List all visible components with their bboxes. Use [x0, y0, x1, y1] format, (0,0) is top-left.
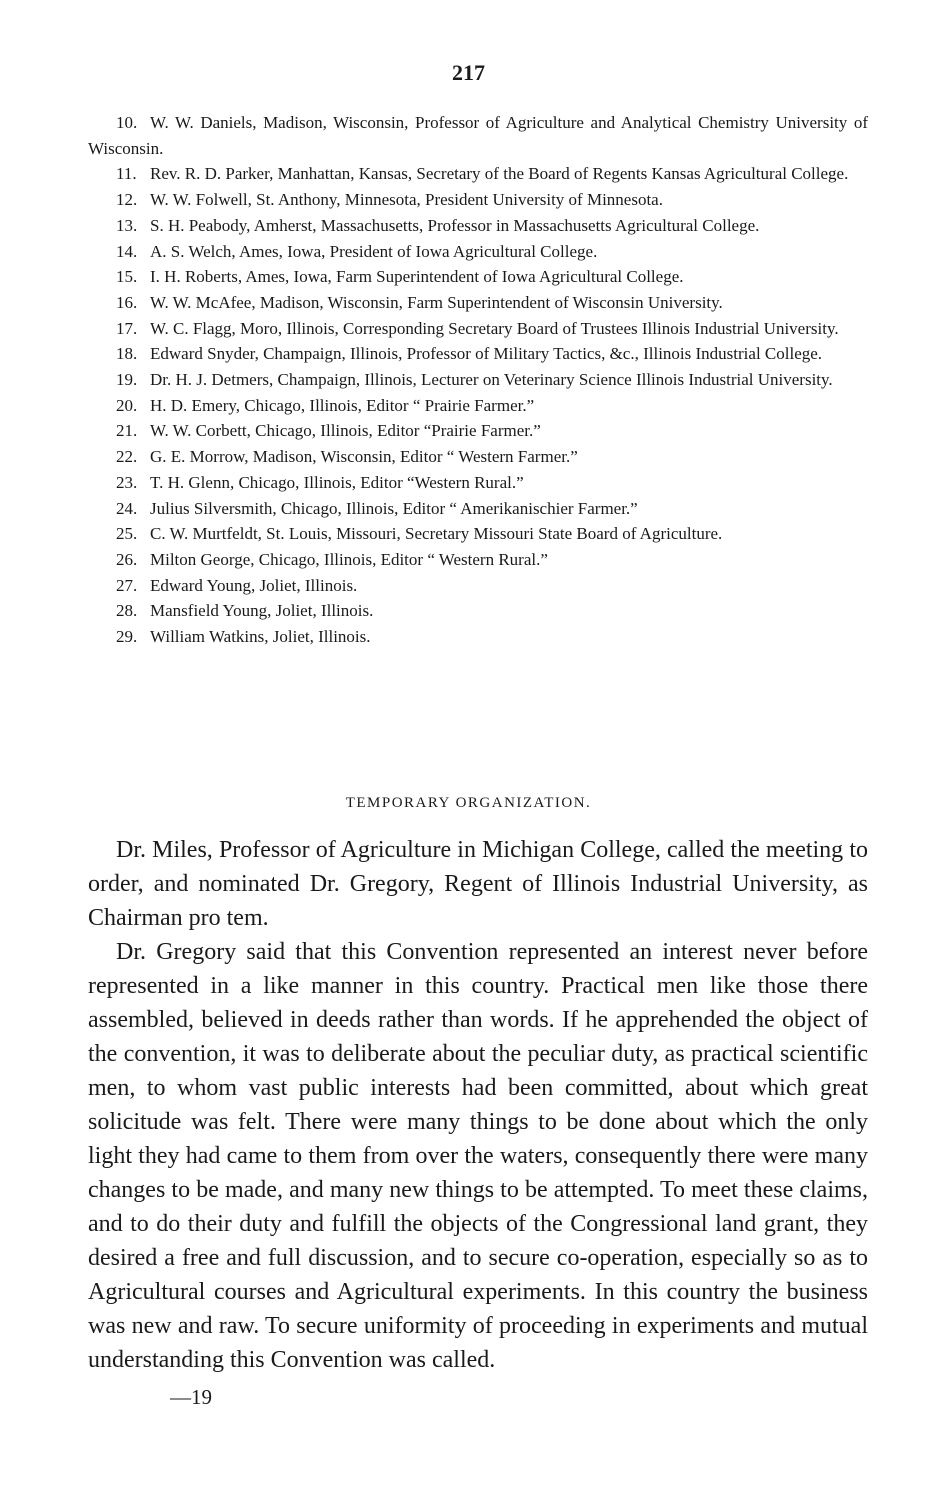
roster-entry-number: 17. — [116, 318, 138, 338]
roster-entry-text: Edward Snyder, Champaign, Illinois, Professor of Military Tactics, &c., Illinois Industrial College. — [150, 344, 823, 364]
roster-entry-text: W. W. Folwell, St. Anthony, Minnesota, President University of Minnesota. — [150, 190, 663, 210]
roster-entry-number: 19. — [116, 370, 138, 390]
section-heading: TEMPORARY ORGANIZATION. — [345, 795, 592, 811]
roster-entry-number: 27. — [116, 575, 138, 595]
roster-entry-text: W. W. McAfee, Madison, Wisconsin, Farm Superintendent of Wisconsin University. — [150, 292, 723, 312]
roster-entry — [88, 239, 868, 265]
roster-entry-number: 28. — [116, 601, 138, 621]
signature-mark: —19 — [170, 1385, 212, 1409]
roster-entry-number: 29. — [116, 627, 138, 647]
roster-entry — [88, 418, 868, 444]
roster-entry-text: Mansfield Young, Joliet, Illinois. — [150, 601, 374, 621]
roster-entry — [88, 187, 868, 213]
roster-entry-number: 21. — [116, 421, 138, 441]
roster-entry-text: T. H. Glenn, Chicago, Illinois, Editor “Western Rural.” — [150, 472, 524, 492]
roster-entry — [88, 161, 868, 187]
roster-entry-number: 18. — [116, 344, 138, 364]
roster-entry-text: I. H. Roberts, Ames, Iowa, Farm Superintendent of Iowa Agricultural College. — [150, 267, 684, 287]
roster-entry-text: G. E. Morrow, Madison, Wisconsin, Editor “ Western Farmer.” — [150, 447, 578, 467]
roster-entry-number: 13. — [116, 215, 138, 235]
roster-entry-text: W. W. Corbett, Chicago, Illinois, Editor “Prairie Farmer.” — [150, 421, 541, 441]
roster-entry-text: C. W. Murtfeldt, St. Louis, Missouri, Secretary Missouri State Board of Agriculture. — [150, 524, 723, 544]
roster-entry — [88, 367, 868, 393]
roster-entry-text: S. H. Peabody, Amherst, Massachusetts, Professor in Massachusetts Agricultural College. — [150, 215, 760, 235]
roster-entry-number: 16. — [116, 292, 138, 312]
roster-entry-text: Julius Silversmith, Chicago, Illinois, Editor “ Amerikanischier Farmer.” — [150, 498, 638, 518]
roster-entry — [88, 110, 868, 161]
roster-entry — [88, 393, 868, 419]
roster-entry — [88, 213, 868, 239]
roster-entry — [88, 341, 868, 367]
roster-entry-number: 15. — [116, 267, 138, 287]
roster-entry-text: Dr. H. J. Detmers, Champaign, Illinois, Lecturer on Veterinary Science Illinois Industrial University. — [150, 370, 833, 390]
roster-entry — [88, 496, 868, 522]
roster-entry-text: William Watkins, Joliet, Illinois. — [150, 627, 371, 647]
roster-entry — [88, 290, 868, 316]
body-text — [88, 833, 868, 1377]
roster-entry-number: 14. — [116, 241, 138, 261]
attendee-roster — [88, 110, 868, 650]
body-paragraph: Dr. Miles, Professor of Agriculture in Michigan College, called the meeting to order, and nominated Dr. Gregory, Regent of Illinois Industrial University, as Chairman pro tem. — [88, 837, 868, 931]
roster-entry — [88, 444, 868, 470]
roster-entry-number: 20. — [116, 395, 138, 415]
roster-entry-number: 25. — [116, 524, 138, 544]
roster-entry — [88, 316, 868, 342]
roster-entry-number: 24. — [116, 498, 138, 518]
roster-entry-number: 10. — [116, 113, 138, 132]
roster-entry-text: W. C. Flagg, Moro, Illinois, Corresponding Secretary Board of Trustees Illinois Industrial University. — [150, 318, 839, 338]
roster-entry — [88, 521, 868, 547]
roster-entry-text: W. W. Daniels, Madison, Wisconsin, Professor of Agriculture and Analytical Chemistry University of Wisconsin. — [88, 113, 868, 158]
body-paragraph: Dr. Gregory said that this Convention represented an interest never before represented in a like manner in this country. Practical men like those there assembled, believed in deeds rather than words. If he apprehended the object of the convention, it was to deliberate about the peculiar duty, as practical scientific men, to whom vast public interests had been committed, about which great solicitude was felt. There were many things to be done about which the only light they had came to them from over the waters, consequently there were many changes to be made, and many new things to be attempted. To meet these claims, and to do their duty and fulfill the objects of the Congressional land grant, they desired a free and full discussion, and to secure co-operation, especially so as to Agricultural courses and Agricultural experiments. In this country the business was new and raw. To secure uniformity of proceeding in experiments and mutual understanding this Convention was called. — [88, 939, 868, 1373]
roster-entry-number: 12. — [116, 190, 138, 210]
roster-entry-text: Rev. R. D. Parker, Manhattan, Kansas, Secretary of the Board of Regents Kansas Agricultural College. — [150, 164, 849, 184]
roster-entry — [88, 573, 868, 599]
roster-entry-number: 11. — [116, 164, 137, 184]
page-number: 217 — [452, 60, 485, 85]
roster-entry — [88, 470, 868, 496]
roster-entry — [88, 598, 868, 624]
roster-entry-number: 22. — [116, 447, 138, 467]
roster-entry — [88, 547, 868, 573]
roster-entry-number: 23. — [116, 472, 138, 492]
roster-entry — [88, 624, 868, 650]
roster-entry-text: Edward Young, Joliet, Illinois. — [150, 575, 358, 595]
roster-entry-text: A. S. Welch, Ames, Iowa, President of Iowa Agricultural College. — [150, 241, 598, 261]
roster-entry-text: Milton George, Chicago, Illinois, Editor “ Western Rural.” — [150, 549, 548, 569]
roster-entry-number: 26. — [116, 549, 138, 569]
roster-entry-text: H. D. Emery, Chicago, Illinois, Editor “ Prairie Farmer.” — [150, 395, 535, 415]
roster-entry — [88, 264, 868, 290]
